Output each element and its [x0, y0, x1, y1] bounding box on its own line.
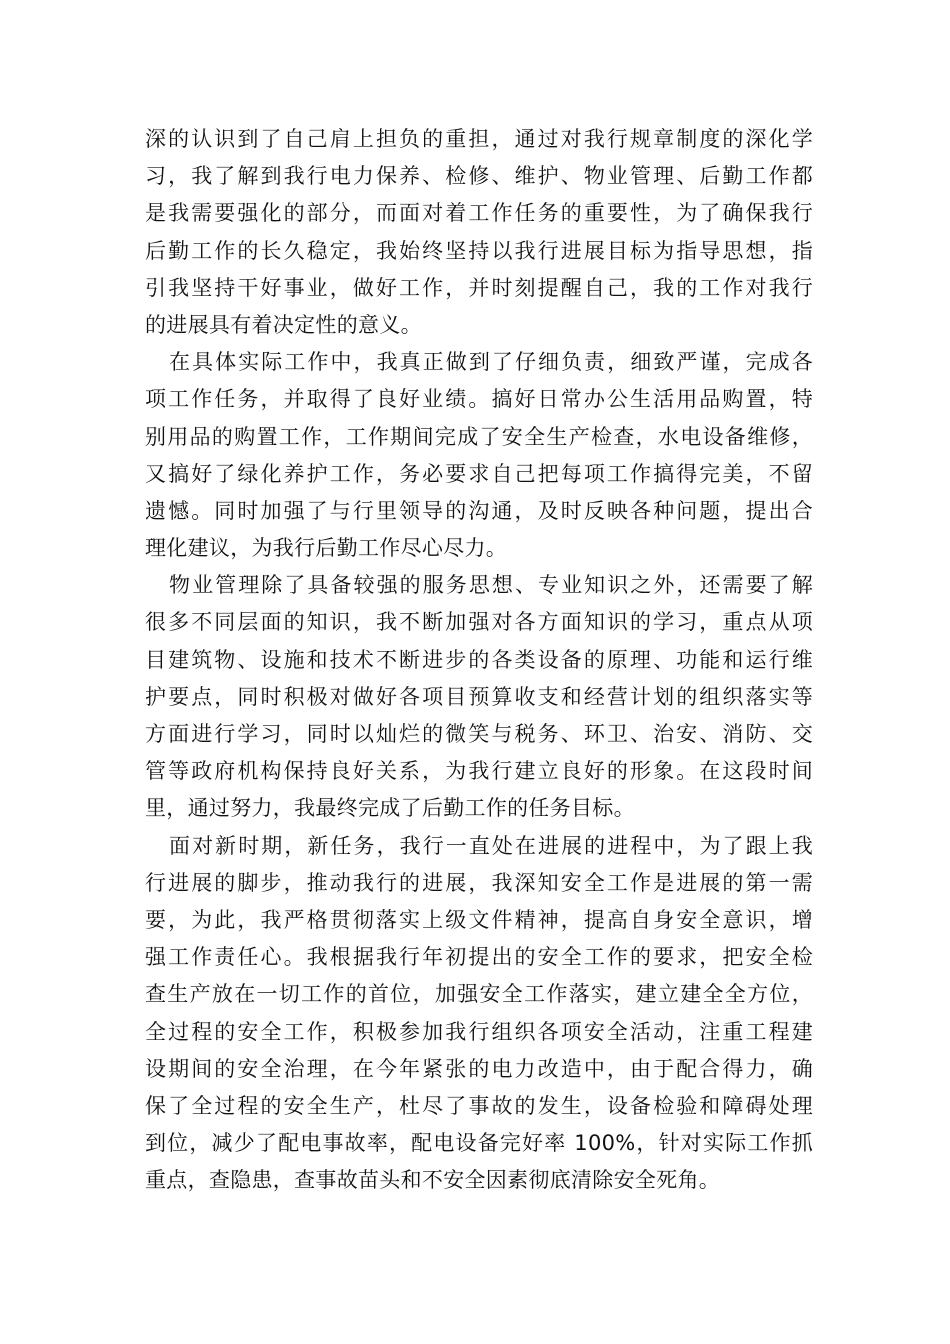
- text-line: 后勤工作的长久稳定，我始终坚持以我行进展目标为指导思想，指: [145, 238, 813, 263]
- text-line: 行进展的脚步，推动我行的进展，我深知安全工作是进展的第一需: [145, 870, 813, 895]
- text-line: 护要点，同时积极对做好各项目预算收支和经营计划的组织落实等: [145, 684, 813, 709]
- text-line: 到位，减少了配电事故率，配电设备完好率 100%，针对实际工作抓: [145, 1131, 813, 1156]
- text-line: 保了全过程的安全生产，杜尽了事故的发生，设备检验和障碍处理: [145, 1093, 813, 1118]
- text-line: 引我坚持干好事业，做好工作，并时刻提醒自己，我的工作对我行: [145, 275, 813, 300]
- text-line: 习，我了解到我行电力保养、检修、维护、物业管理、后勤工作都: [145, 164, 813, 189]
- text-line: 理化建议，为我行后勤工作尽心尽力。: [145, 536, 508, 561]
- text-line: 目建筑物、设施和技术不断进步的各类设备的原理、功能和运行维: [145, 647, 813, 672]
- text-line: 强工作责任心。我根据我行年初提出的安全工作的要求，把安全检: [145, 945, 813, 970]
- text-line: 里，通过努力，我最终完成了后勤工作的任务目标。: [145, 796, 635, 821]
- paragraph-first-line: 面对新时期，新任务，我行一直处在进展的进程中，为了跟上我: [169, 833, 813, 858]
- text-line: 全过程的安全工作，积极参加我行组织各项安全活动，注重工程建: [145, 1019, 813, 1044]
- text-line: 管等政府机构保持良好关系，为我行建立良好的形象。在这段时间: [145, 759, 813, 784]
- paragraph-first-line: 物业管理除了具备较强的服务思想、专业知识之外，还需要了解: [169, 573, 813, 598]
- text-line: 是我需要强化的部分，而面对着工作任务的重要性，为了确保我行: [145, 201, 813, 226]
- text-line: 遗憾。同时加强了与行里领导的沟通，及时反映各种问题，提出合: [145, 498, 813, 523]
- text-line: 重点，查隐患，查事故苗头和不安全因素彻底清除安全死角。: [145, 1168, 721, 1193]
- text-line: 查生产放在一切工作的首位，加强安全工作落实，建立建全全方位，: [145, 982, 813, 1007]
- text-line: 方面进行学习，同时以灿烂的微笑与税务、环卫、治安、消防、交: [145, 722, 813, 746]
- text-line: 别用品的购置工作，工作期间完成了安全生产检查，水电设备维修，: [145, 424, 813, 449]
- paragraph-first-line: 在具体实际工作中，我真正做到了仔细负责，细致严谨，完成各: [169, 350, 813, 375]
- text-line: 的进展具有着决定性的意义。: [145, 312, 422, 337]
- text-line: 又搞好了绿化养护工作，务必要求自己把每项工作搞得完美，不留: [145, 461, 813, 486]
- text-line: 要，为此，我严格贯彻落实上级文件精神，提高自身安全意识，增: [145, 907, 813, 932]
- text-line: 项工作任务，并取得了良好业绩。搞好日常办公生活用品购置，特: [145, 387, 813, 412]
- text-line: 设期间的安全治理，在今年紧张的电力改造中，由于配合得力，确: [145, 1056, 813, 1081]
- text-line: 很多不同层面的知识，我不断加强对各方面知识的学习，重点从项: [145, 610, 813, 635]
- text-line: 深的认识到了自己肩上担负的重担，通过对我行规章制度的深化学: [145, 127, 813, 151]
- document-body: [145, 121, 813, 1199]
